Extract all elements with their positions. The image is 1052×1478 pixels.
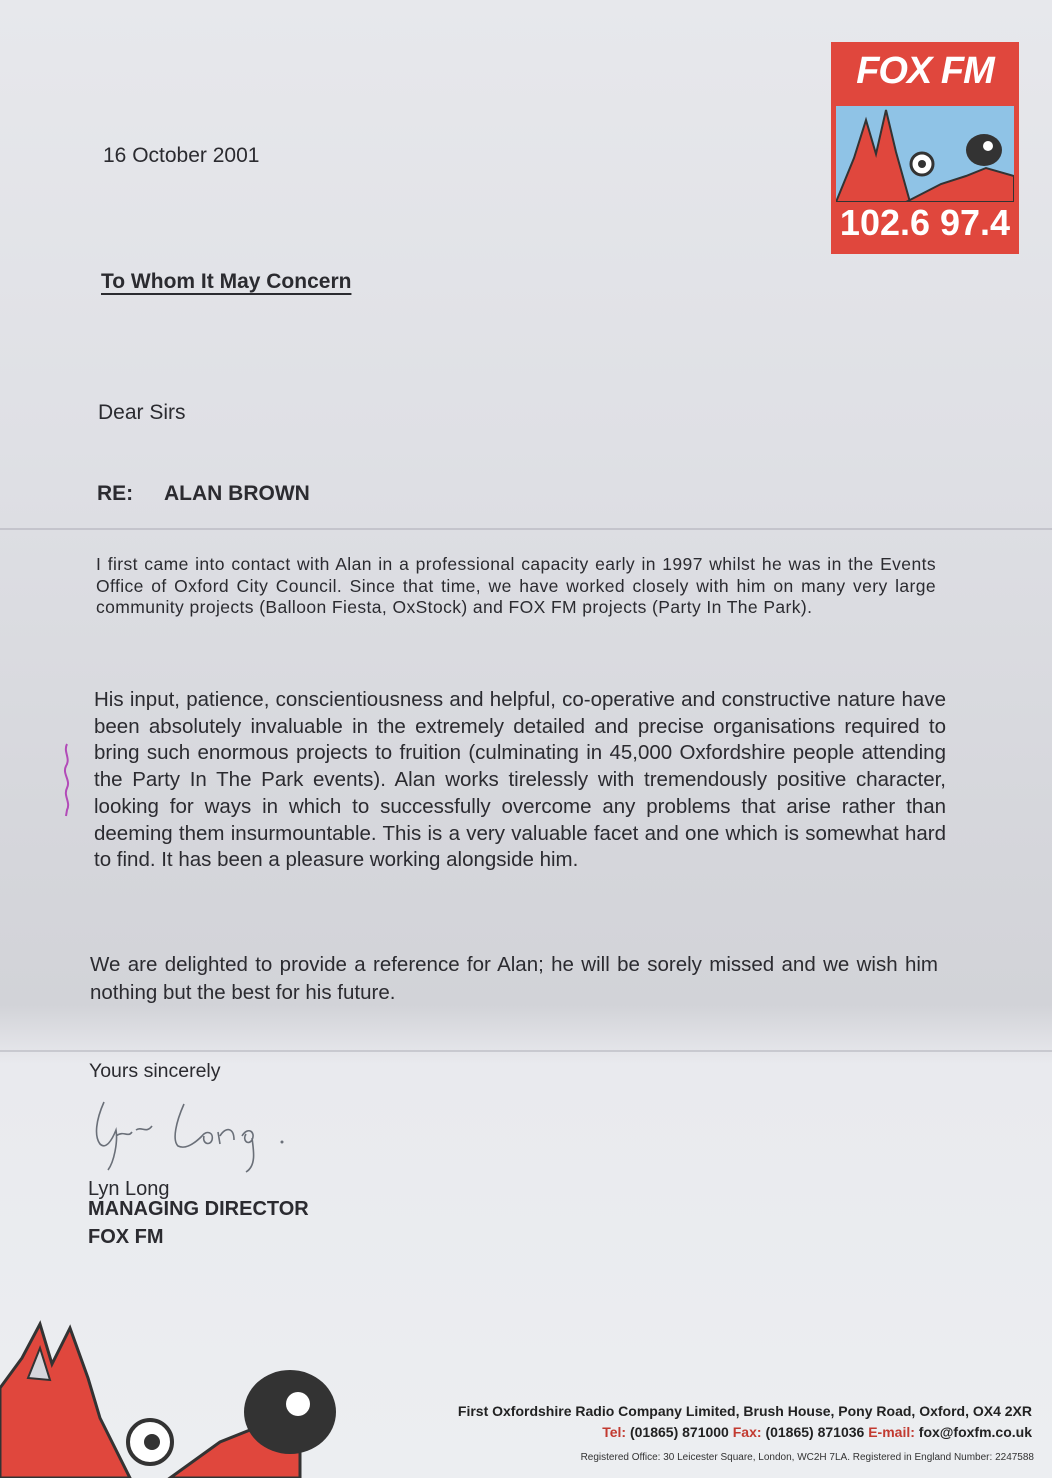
signer-company: FOX FM [88,1226,164,1248]
body-paragraph-3: We are delighted to provide a reference for Alan; he will be sorely missed and we wish him nothing but the best for his future. [90,953,938,1004]
closing: Yours sincerely [89,1060,221,1082]
footer-registered-office: Registered Office: 30 Leicester Square, London, WC2H 7LA. Registered in England Number: 2247588 [580,1452,1034,1463]
re-label: RE: [97,482,134,505]
signer-title: MANAGING DIRECTOR [88,1198,309,1220]
fox-logo-icon [836,106,1014,202]
email-address: fox@foxfm.co.uk [918,1424,1032,1440]
tel-label: Tel: [602,1424,627,1440]
footer-address: First Oxfordshire Radio Company Limited, Brush House, Pony Road, Oxford, OX4 2XR [457,1403,1032,1419]
fox-footer-icon [0,1318,345,1478]
footer-contact [602,1424,1032,1440]
signer-name: Lyn Long [88,1178,170,1200]
re-subject-name: ALAN BROWN [164,482,310,505]
tel-number: (01865) 871000 [629,1424,729,1440]
logo-title: FOX FM [856,50,994,92]
fox-fm-logo [831,42,1019,254]
salutation: Dear Sirs [98,401,186,424]
body-paragraph-1: I first came into contact with Alan in a professional capacity early in 1997 whilst he was in the Events Office of Oxford City Council. Since that time, we have worked closely with him on many very large community projects (Balloon Fiesta, OxStock) and FOX FM projects (Party In The Park). [96,554,936,617]
pen-mark-icon [62,742,72,818]
email-label: E-mail: [868,1424,915,1440]
logo-frequencies: 102.6 97.4 [839,202,1011,243]
letter-date: 16 October 2001 [103,144,260,167]
body-paragraph-2: His input, patience, conscientiousness and helpful, co-operative and constructive nature have been absolutely invaluable in the extremely detailed and precise organisations required to bring such enormous projects to fruition (culminating in 45,000 Oxfordshire people attending the Party In The Park events). Alan works tirelessly with tremendously positive character, looking for ways in which to successfully overcome any problems that arise rather than deeming them insurmountable. This is a very valuable facet and one which is somewhat hard to find. It has been a pleasure working alongside him. [94,688,946,872]
fax-label: Fax: [732,1424,762,1440]
paper-fold-lower [0,1050,1052,1052]
paper-fold-upper [0,528,1052,530]
fax-number: (01865) 871036 [765,1424,865,1440]
handwritten-signature [86,1096,296,1176]
letter-heading: To Whom It May Concern [101,270,352,293]
